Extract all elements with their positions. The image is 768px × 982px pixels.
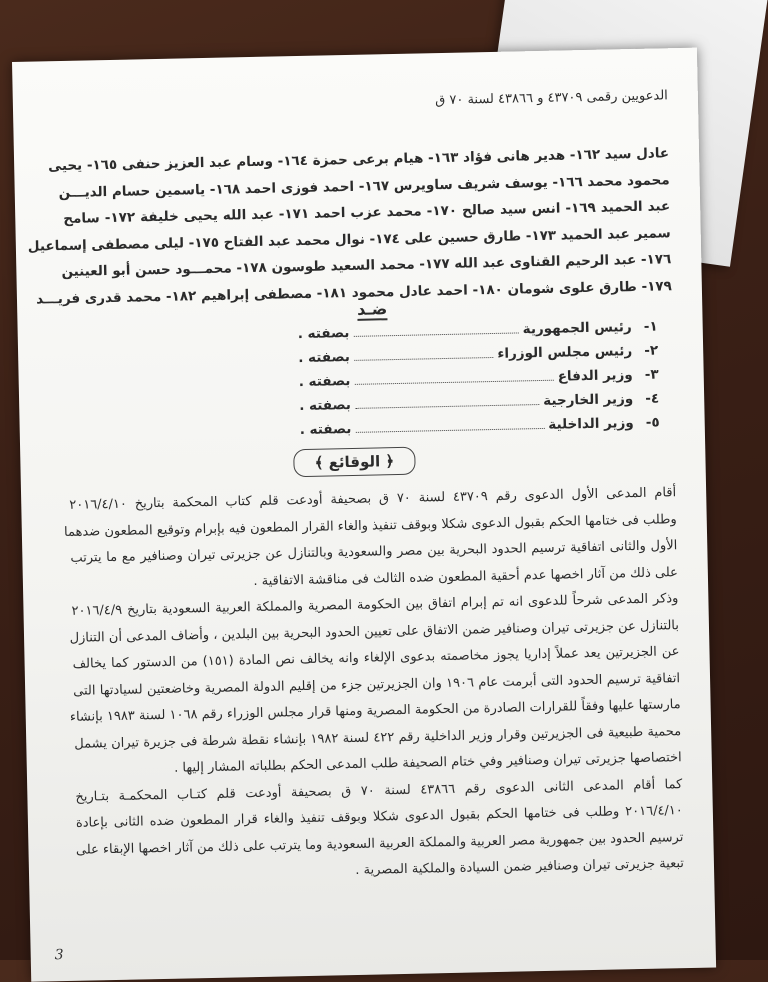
text-line: الأول والثانى اتفاقية ترسيم الحدود البحرية بين مصر والسعودية وبالتنازل عن جزيرتى تيران وصنافير مع ما يترتب	[70, 538, 678, 566]
text-line: محمية طبيعية فى الجزيرتين وقرار وزير الداخلية رقم ٤٢٢ لسنة ١٩٨٢ بإنشاء نقطة شرطة فى جزيرة تيران يشمل	[74, 723, 682, 752]
paragraph-second-case	[75, 772, 684, 891]
dotted-leader	[353, 332, 518, 336]
paragraph-first-case	[63, 480, 678, 599]
text-line: اختصاصها جزيرتى تيران وصنافير وفي ختام الصحيفة طلب المدعى الحكم بطلباته المشار إليها .	[174, 750, 682, 776]
text-line: أقام المدعى الأول الدعوى رقم ٤٣٧٠٩ لسنة ٧٠ ق بصحيفة أودعت قلم كتاب المحكمة بتاريخ ٢٠١٦/٤/١٠	[69, 485, 677, 513]
defendant-name: وزير الخارجية	[543, 391, 634, 409]
defendant-number: ٥-	[645, 414, 660, 431]
defendant-capacity: بصفته .	[299, 396, 352, 415]
plaintiffs-line: محمود محمد ١٦٦- يوسف شريف ساويرس ١٦٧- احمد فوزى احمد ١٦٨- ياسمين حسام الديـــن	[58, 171, 670, 201]
defendant-name: وزير الداخلية	[548, 415, 634, 433]
facts-section-title: ﴿ الوقائع ﴾	[293, 447, 416, 478]
defendant-capacity: بصفته .	[298, 372, 351, 391]
defendant-number: ٤-	[645, 390, 660, 407]
text-line: وطلب فى ختامها الحكم بقبول الدعوى شكلا وبوقف تنفيذ والغاء القرار المطعون فيه بإبرام وتوقيع المطعون ضدهما	[63, 511, 677, 540]
plaintiffs-line: سمير عبد الحميد ١٧٣- طارق حسين على ١٧٤- نوال محمد عبد الفتاح ١٧٥- ليلى مصطفى إسماعيل	[27, 224, 671, 255]
defendant-number: ٢-	[644, 342, 659, 359]
dotted-leader	[354, 380, 553, 385]
dotted-leader	[354, 357, 494, 361]
defendant-capacity: بصفته .	[299, 420, 352, 439]
plaintiffs-list	[27, 140, 672, 312]
defendant-capacity: بصفته .	[298, 348, 351, 367]
paragraph-explanation	[71, 586, 682, 784]
defendants-list	[298, 319, 660, 447]
dotted-leader	[355, 404, 539, 409]
text-line: كما أقام المدعى الثانى الدعوى رقم ٤٣٨٦٦ لسنة ٧٠ ق بصحيفة أودعت قلم كتـاب المحكمـة بتـاريخ	[75, 776, 683, 805]
text-line: بالتنازل عن جزيرتى تيران وصنافير ضمن الاتفاق على تعيين الحدود البحرية بين البلدين ، وأضاف المدعى أن التنازل	[69, 617, 680, 646]
against-heading: ضـد	[356, 299, 388, 319]
defendant-number: ١-	[643, 318, 658, 335]
case-header: الدعويين رقمى ٤٣٧٠٩ و ٤٣٨٦٦ لسنة ٧٠ ق	[435, 88, 669, 109]
page-number: 3	[54, 947, 64, 964]
text-line: ٢٠١٦/٤/١٠ وطلب فى ختامها الحكم بقبول الدعوى شكلا وبوقف تنفيذ والغاء قرار المطعون ضده الثانى بإعادة	[75, 803, 683, 831]
page-content	[27, 48, 686, 981]
plaintiffs-line: ١٧٩- طارق علوى شومان ١٨٠- احمد عادل محمود ١٨١- مصطفى إبراهيم ١٨٢- محمد قدرى فريـــد	[36, 277, 672, 308]
defendant-number: ٣-	[644, 366, 659, 383]
dotted-leader	[355, 428, 544, 433]
text-line: عن الجزيرتين يعد عملاً إداريا يجوز مخاصمته بدعوى الإلغاء وانه يخالف نص المادة (١٥١) من الدستور كما يخالف	[72, 644, 680, 672]
defendant-name: رئيس مجلس الوزراء	[497, 343, 633, 362]
text-line: وذكر المدعى شرحاً للدعوى انه تم إبرام اتفاق بين الحكومة المصرية والمملكة العربية السعودية بتاريخ ٢٠١٦/٤/٩	[71, 591, 679, 619]
text-line: اتفاقية ترسيم الحدود التى أبرمت عام ١٩٠٦ وان الجزيرتين جزء من إقليم الدولة المصرية وخاضعتين لسيادتها التى	[73, 670, 681, 699]
text-line: ترسيم الحدود بين جمهورية مصر العربية والمملكة العربية السعودية وما يترتب على ذلك من آثار اخصها الإبقاء على	[75, 829, 684, 858]
defendant-capacity: بصفته .	[297, 324, 350, 343]
text-line: تبعية جزيرتى تيران وصنافير ضمن السيادة والملكية المصرية .	[355, 856, 685, 878]
text-line: على ذلك من آثار اخصها عدم أحقية المطعون ضده الثالث فى مناقشة الاتفاقية .	[253, 564, 678, 589]
plaintiffs-line: عادل سيد ١٦٢- هدير هانى فؤاد ١٦٣- هيام برعى حمزة ١٦٤- وسام عبد العزيز حنفى ١٦٥- يحيى	[48, 145, 670, 175]
defendant-name: رئيس الجمهورية	[522, 319, 632, 338]
text-line: مارستها عليها وفقاً للقرارات الصادرة من الحكومة المصرية ومنها قرار مجلس الوزراء رقم ١٠٦٨ لسنة ١٩٨٣ بإنشاء	[69, 697, 681, 725]
document-page	[12, 48, 716, 982]
plaintiffs-line: ١٧٦- عبد الرحيم القناوى عبد الله ١٧٧- محمد السعيد طوسون ١٧٨- محمـــود حسن أبو العينين	[61, 251, 672, 281]
facts-body	[63, 480, 685, 890]
plaintiffs-line: عبد الحميد ١٦٩- انس سيد صالح ١٧٠- محمد عزب احمد ١٧١- عبد الله يحيى خليفة ١٧٢- سامح	[63, 198, 671, 227]
defendant-name: وزير الدفاع	[557, 367, 633, 385]
